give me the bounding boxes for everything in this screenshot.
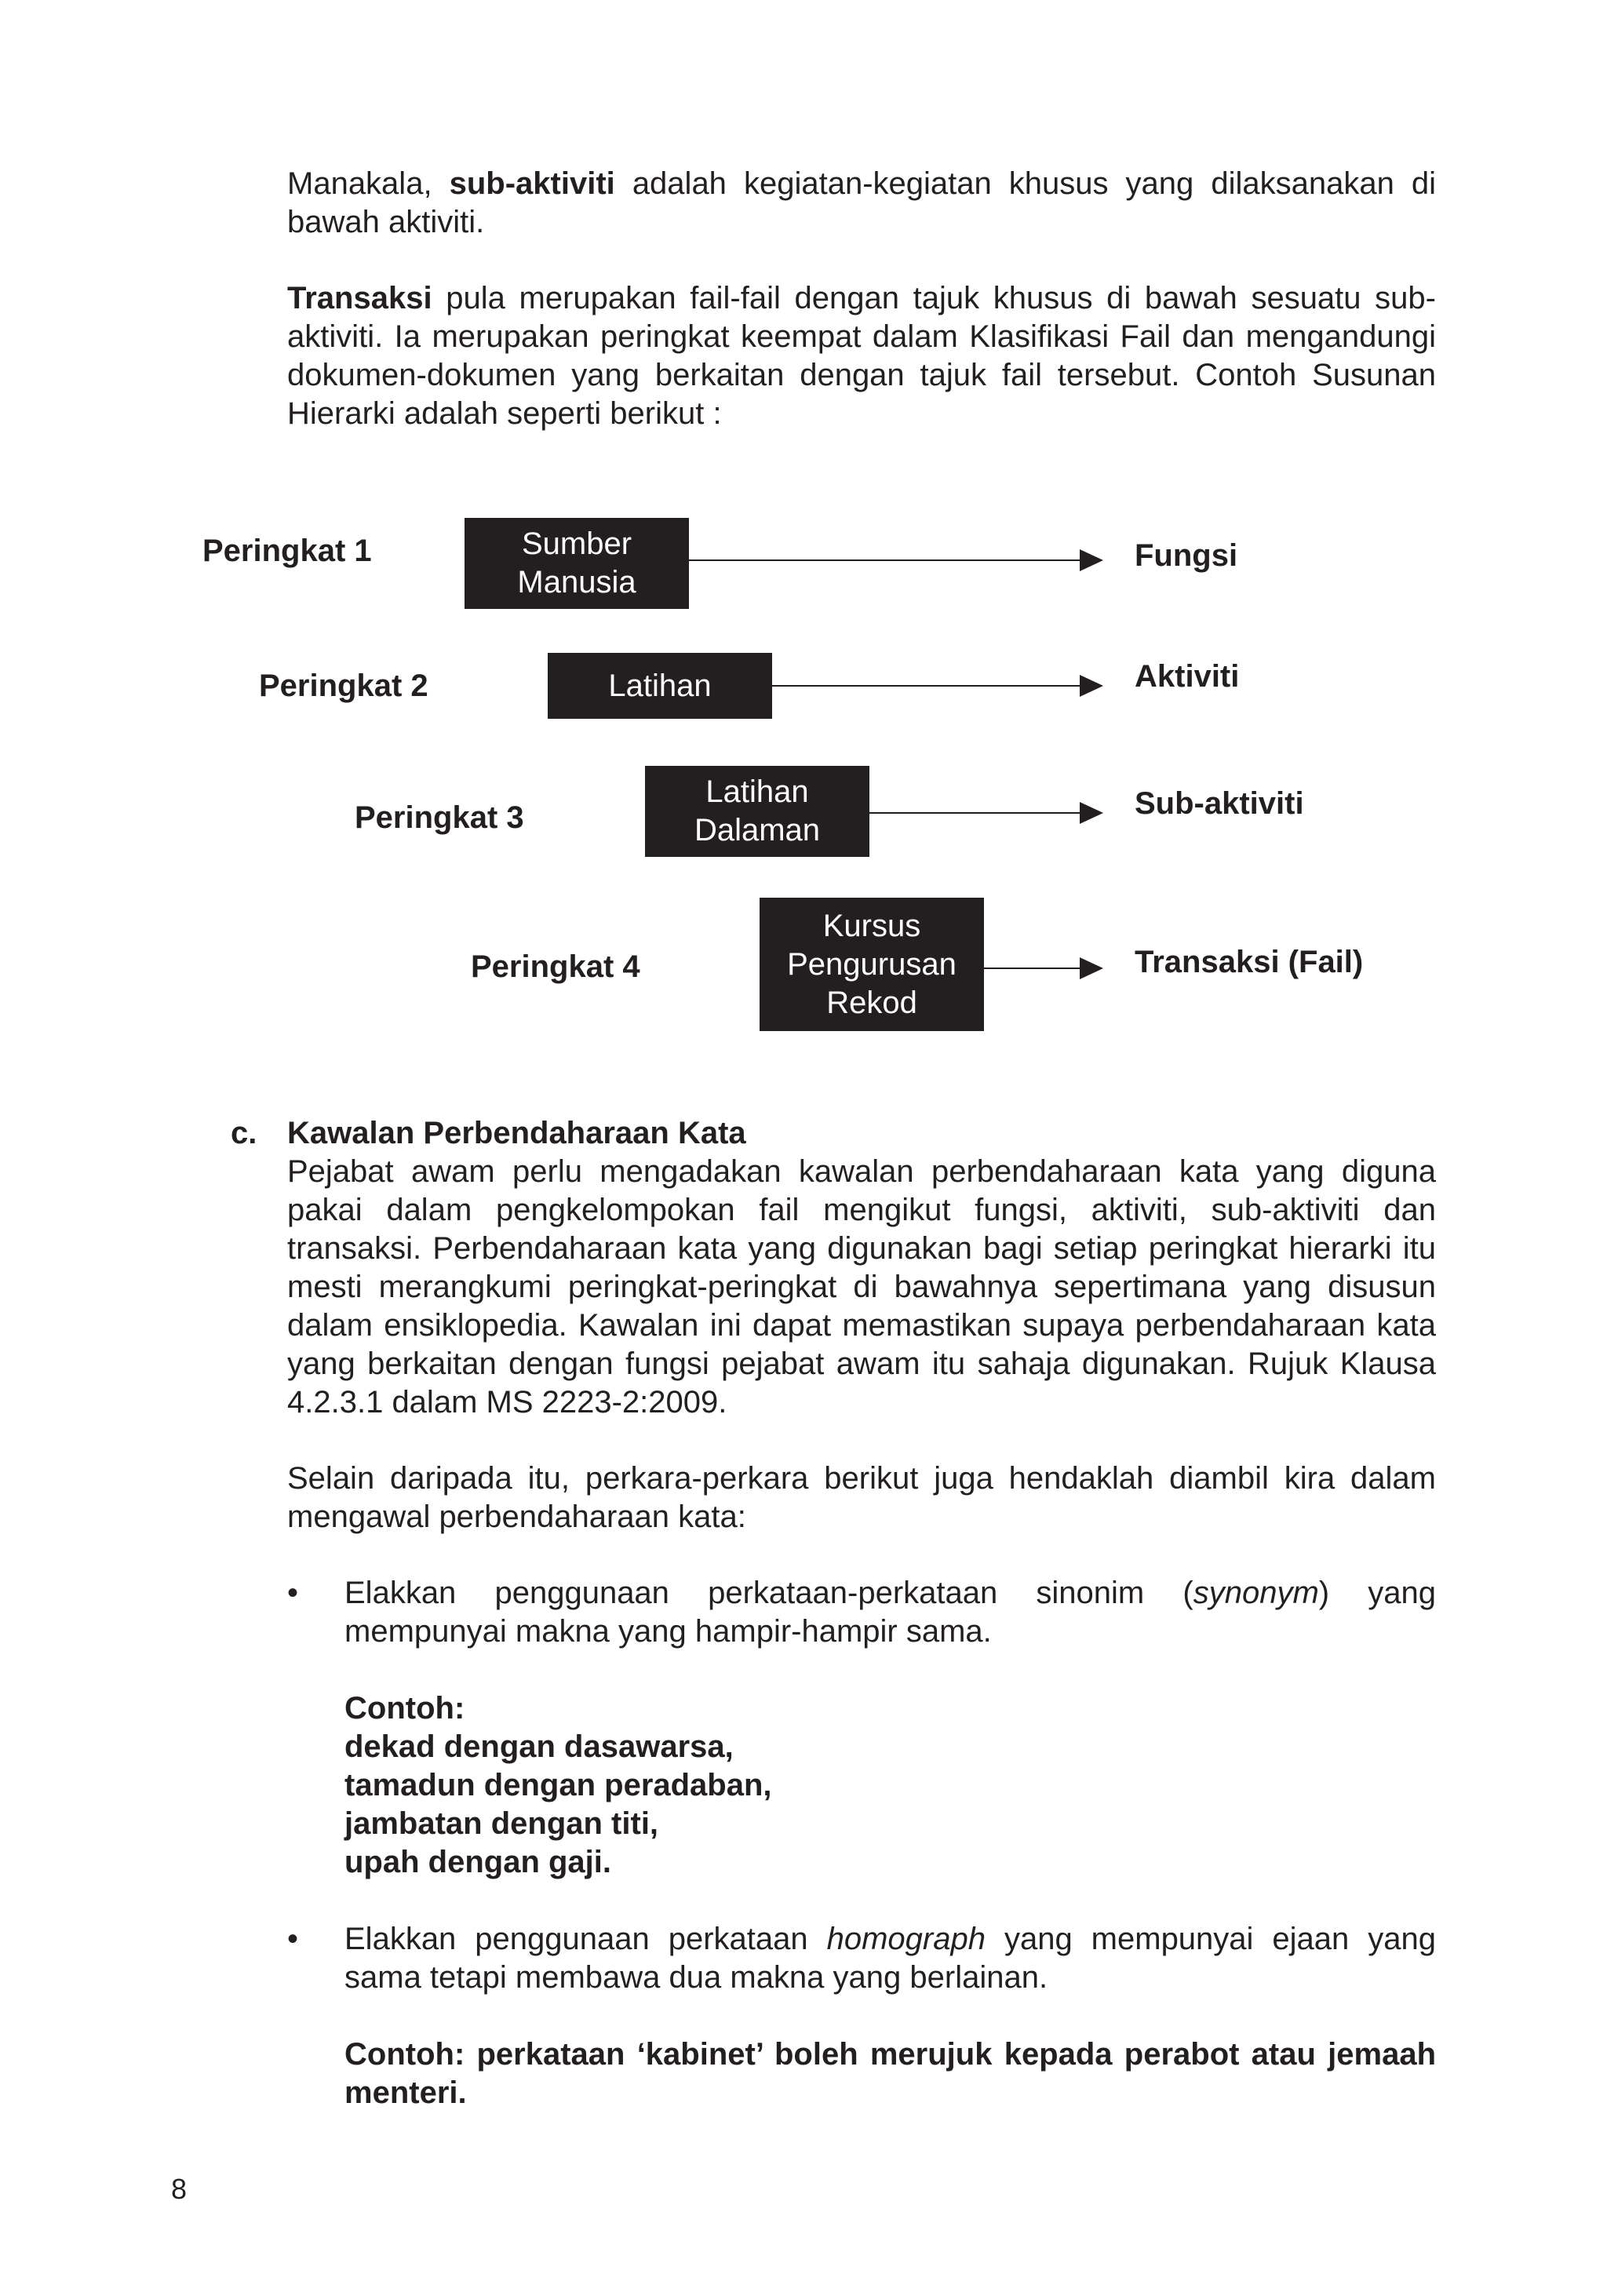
intro-paragraph-1: Manakala, sub-aktiviti adalah kegiatan-kegiatan khusus yang dilaksanakan di bawah aktiviti. <box>287 166 1436 239</box>
level-1-arrow-line <box>689 559 1081 561</box>
section-paragraph-1: Pejabat awam perlu mengadakan kawalan perbendaharaan kata yang diguna pakai dalam pengkelompokan fail mengikut fungsi, aktiviti, sub-aktiviti dan transaksi. Perbendaharaan kata yang digunakan bagi setiap peringkat hierarki itu mesti merangkumi peringkat-peringkat di bawahnya sepertimana yang disusun dalam ensiklopedia. Kawalan ini dapat memastikan supaya perbendaharaan kata yang berkaitan dengan fungsi pejabat awam itu sahaja digunakan. Rujuk Klausa 4.2.3.1 dalam MS 2223-2:2009. <box>287 1154 1436 1420</box>
page-number: 8 <box>171 2173 188 2205</box>
level-3-arrow-line <box>869 812 1081 814</box>
bullet-1-text: Elakkan penggunaan perkataan-perkataan sinonim (synonym) yang mempunyai makna yang hampir-hampir sama. <box>344 1576 1437 1649</box>
level-3-label: Peringkat 3 <box>355 800 524 835</box>
level-2-arrow-line <box>772 685 1081 687</box>
arrow-head-icon <box>1080 802 1103 824</box>
level-1-classification: Fungsi <box>1135 538 1238 573</box>
level-4-label: Peringkat 4 <box>471 949 640 984</box>
intro-paragraph-2: Transaksi pula merupakan fail-fail dengan tajuk khusus di bawah sesuatu sub-aktiviti. Ia merupakan peringkat keempat dalam Klasifikasi Fail dan mengandungi dokumen-dokumen yang berkaitan dengan tajuk fail tersebut. Contoh Susunan Hierarki adalah seperti berikut : <box>287 281 1436 431</box>
level-3-classification: Sub-aktiviti <box>1135 786 1304 821</box>
bullet-1-example: Contoh: dekad dengan dasawarsa, tamadun dengan peradaban, jambatan dengan titi, upah dengan gaji. <box>344 1691 772 1879</box>
level-3-box: Latihan Dalaman <box>645 766 869 857</box>
section-title: Kawalan Perbendaharaan Kata <box>287 1116 746 1150</box>
section-paragraph-2: Selain daripada itu, perkara-perkara berikut juga hendaklah diambil kira dalam mengawal perbendaharaan kata: <box>287 1461 1436 1534</box>
bullet-2-example: Contoh: perkataan ‘kabinet’ boleh merujuk kepada perabot atau jemaah menteri. <box>344 2037 1436 2110</box>
level-4-box: Kursus Pengurusan Rekod <box>760 898 984 1031</box>
bullet-1-icon: • <box>287 1576 299 1610</box>
level-1-box: Sumber Manusia <box>465 518 689 609</box>
level-1-label: Peringkat 1 <box>202 534 372 568</box>
arrow-head-icon <box>1080 675 1103 697</box>
level-2-classification: Aktiviti <box>1135 659 1240 694</box>
bullet-2-icon: • <box>287 1922 299 1956</box>
section-letter: c. <box>231 1116 257 1150</box>
term-sub-aktiviti: sub-aktiviti <box>449 166 615 201</box>
term-transaksi: Transaksi <box>287 281 432 315</box>
level-4-arrow-line <box>984 968 1081 969</box>
bullet-2-text: Elakkan penggunaan perkataan homograph yang mempunyai ejaan yang sama tetapi membawa dua makna yang berlainan. <box>344 1922 1436 1995</box>
arrow-head-icon <box>1080 957 1103 979</box>
level-4-classification: Transaksi (Fail) <box>1135 945 1364 979</box>
level-2-box: Latihan <box>548 653 772 719</box>
arrow-head-icon <box>1080 549 1103 571</box>
level-2-label: Peringkat 2 <box>259 669 428 703</box>
